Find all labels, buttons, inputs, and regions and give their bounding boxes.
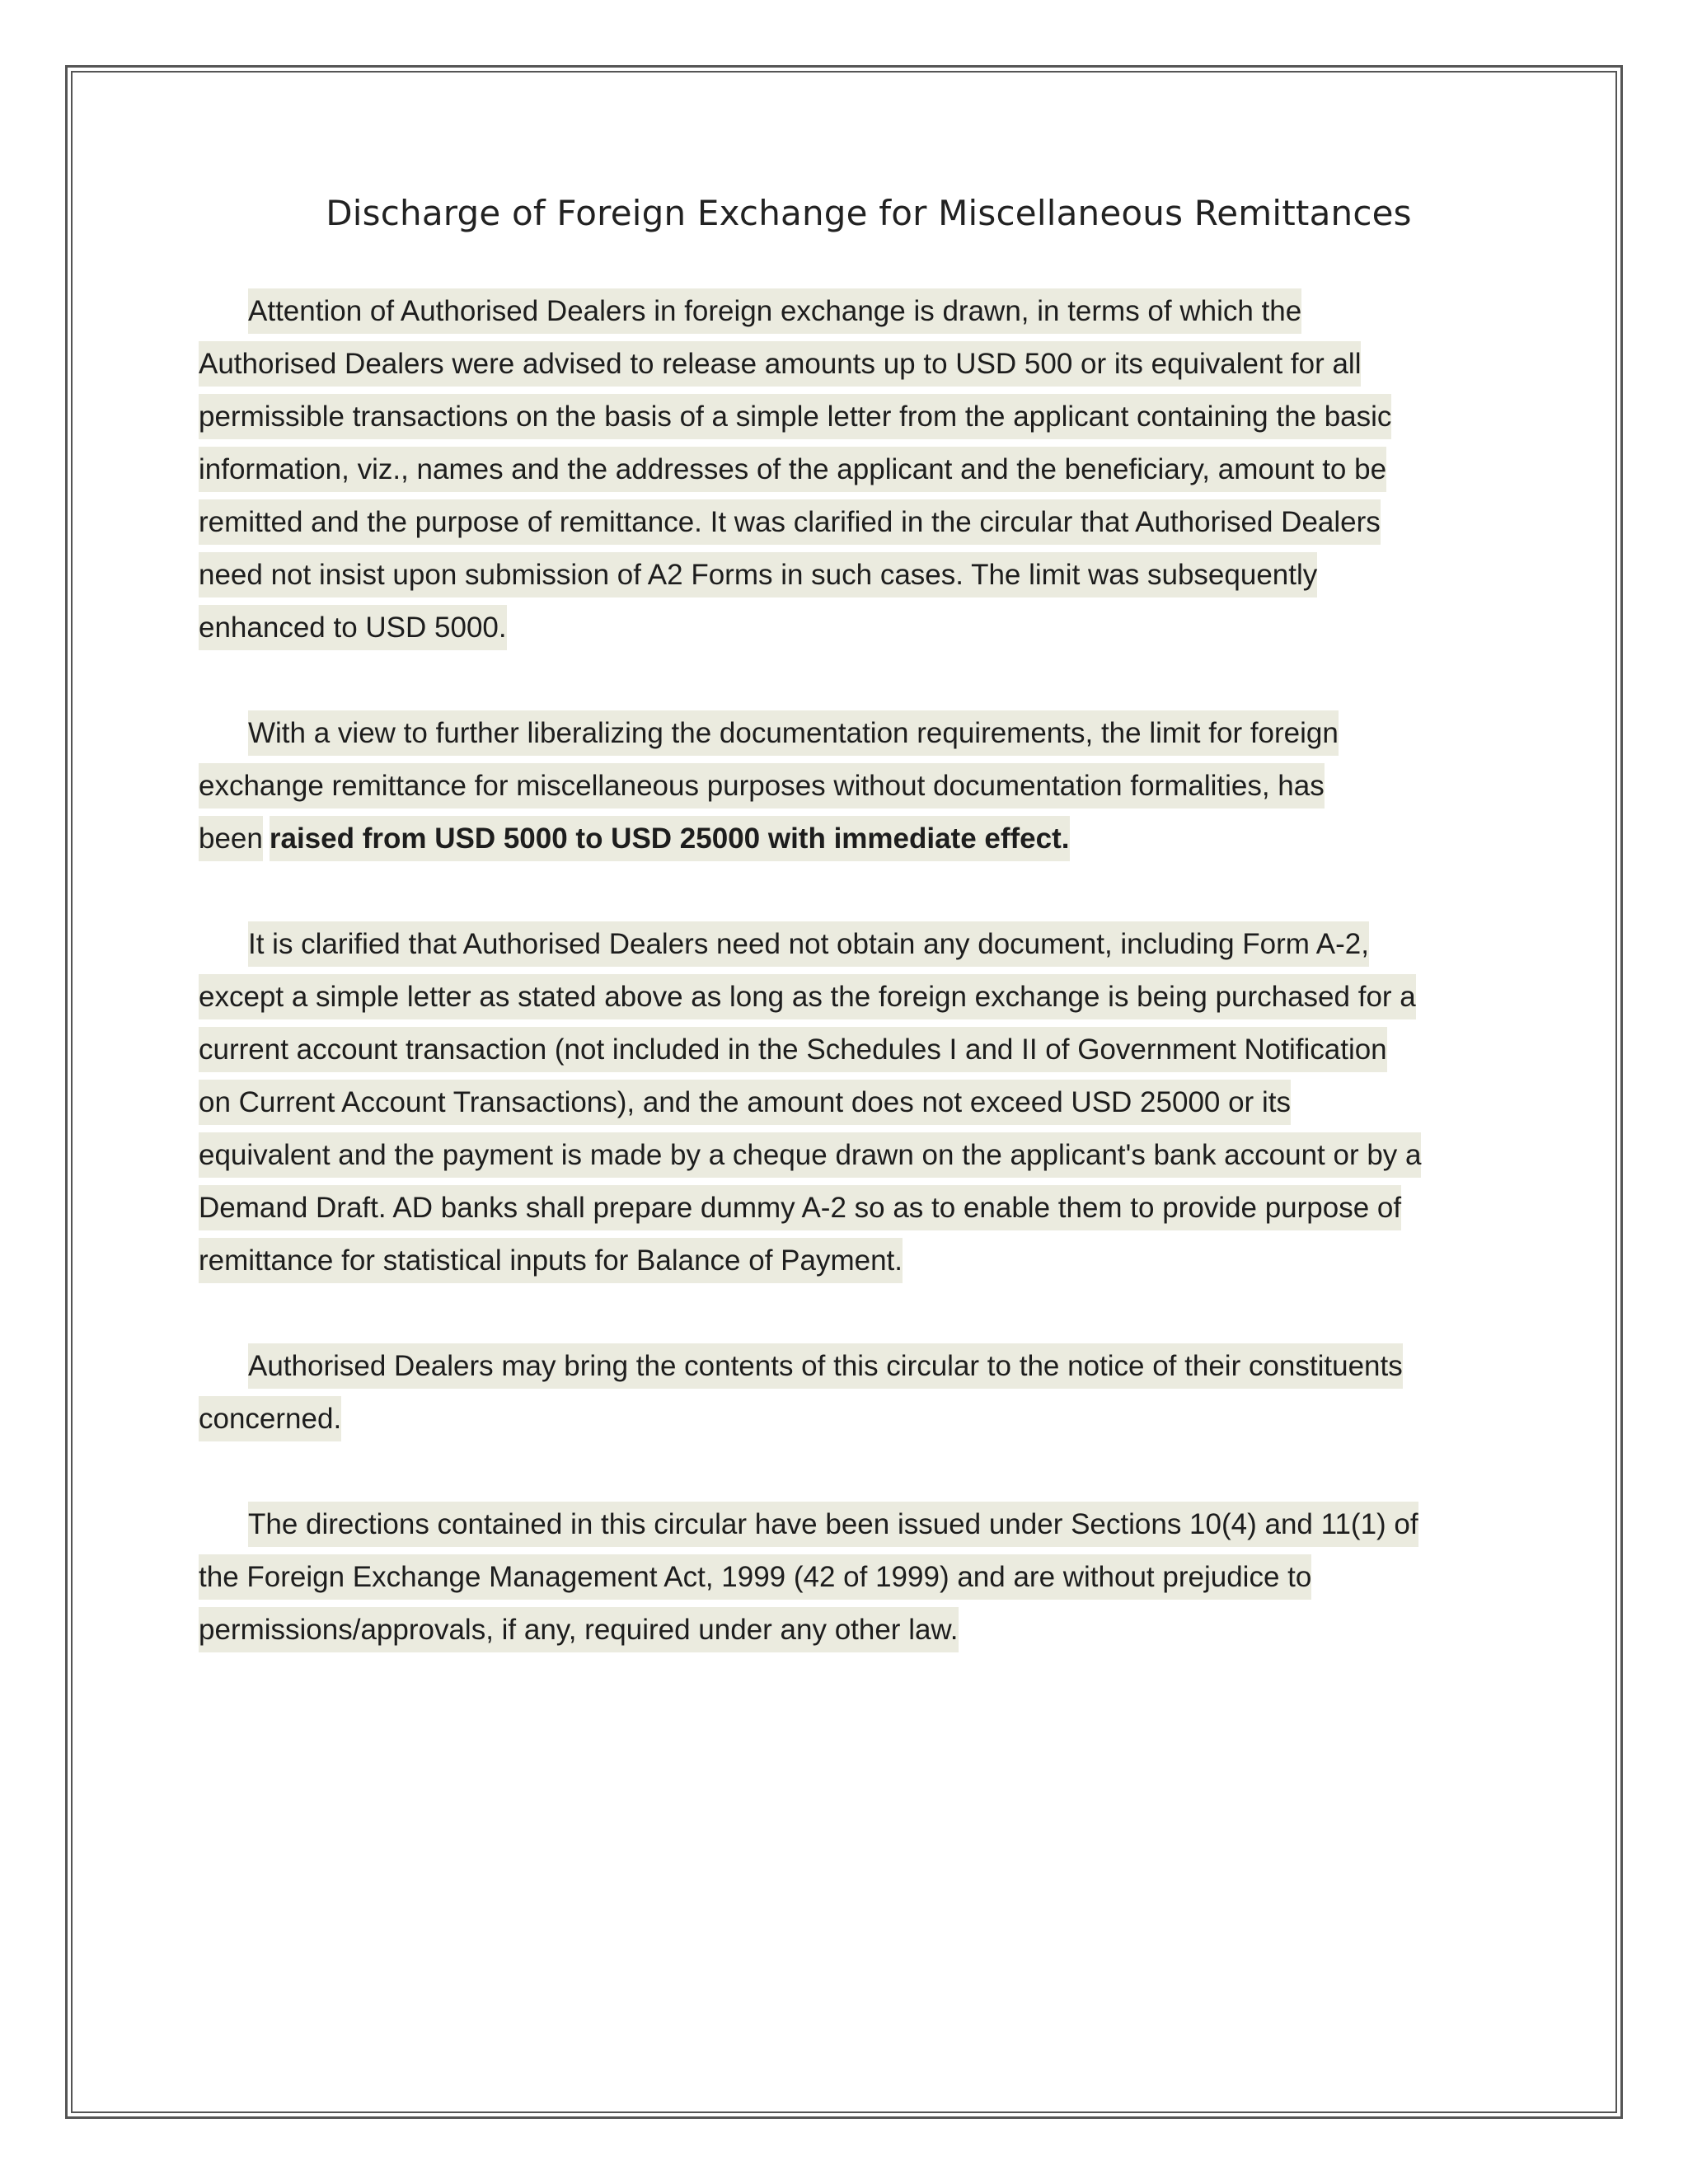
paragraph-line: Attention of Authorised Dealers in foreign exchange is drawn, in terms of which the [199,285,1493,338]
paragraph-4 [199,1340,1493,1446]
paragraph-line: It is clarified that Authorised Dealers need not obtain any document, including Form A-2, [199,918,1493,971]
line-prefix: been [199,816,263,861]
paragraph-line: concerned. [199,1393,1493,1446]
paragraph-line: Demand Draft. AD banks shall prepare dummy A-2 so as to enable them to provide purpose of [199,1182,1493,1235]
paragraph-line: information, viz., names and the addresses of the applicant and the beneficiary, amount to be [199,443,1493,496]
paragraph-line: on Current Account Transactions), and the amount does not exceed USD 25000 or its [199,1076,1493,1129]
document-body [199,285,1493,1657]
paragraph-line: permissions/approvals, if any, required under any other law. [199,1604,1493,1657]
bold-highlight-text: raised from USD 5000 to USD 25000 with immediate effect. [270,816,1070,861]
paragraph-line: need not insist upon submission of A2 Forms in such cases. The limit was subsequently [199,549,1493,602]
paragraph-line: permissible transactions on the basis of a simple letter from the applicant containing the basic [199,391,1493,443]
paragraph-line: current account transaction (not included in the Schedules I and II of Government Notification [199,1024,1493,1076]
paragraph-line: remitted and the purpose of remittance. It was clarified in the circular that Authorised Dealers [199,496,1493,549]
paragraph-line: remittance for statistical inputs for Balance of Payment. [199,1235,1493,1287]
document-title: Discharge of Foreign Exchange for Miscellaneous Remittances [326,193,1412,233]
paragraph-3 [199,918,1493,1287]
paragraph-2 [199,707,1493,865]
paragraph-line: exchange remittance for miscellaneous purposes without documentation formalities, has [199,760,1493,813]
paragraph-line [199,813,1493,865]
paragraph-line: With a view to further liberalizing the documentation requirements, the limit for foreign [199,707,1493,760]
paragraph-line: equivalent and the payment is made by a cheque drawn on the applicant's bank account or by a [199,1129,1493,1182]
paragraph-line: the Foreign Exchange Management Act, 1999 (42 of 1999) and are without prejudice to [199,1551,1493,1604]
paragraph-line: enhanced to USD 5000. [199,602,1493,654]
paragraph-line: Authorised Dealers were advised to release amounts up to USD 500 or its equivalent for all [199,338,1493,391]
paragraph-line: Authorised Dealers may bring the contents of this circular to the notice of their constituents [199,1340,1493,1393]
paragraph-1 [199,285,1493,654]
paragraph-line: The directions contained in this circular have been issued under Sections 10(4) and 11(1) of [199,1498,1493,1551]
paragraph-line: except a simple letter as stated above as long as the foreign exchange is being purchased for a [199,971,1493,1024]
paragraph-5 [199,1498,1493,1657]
